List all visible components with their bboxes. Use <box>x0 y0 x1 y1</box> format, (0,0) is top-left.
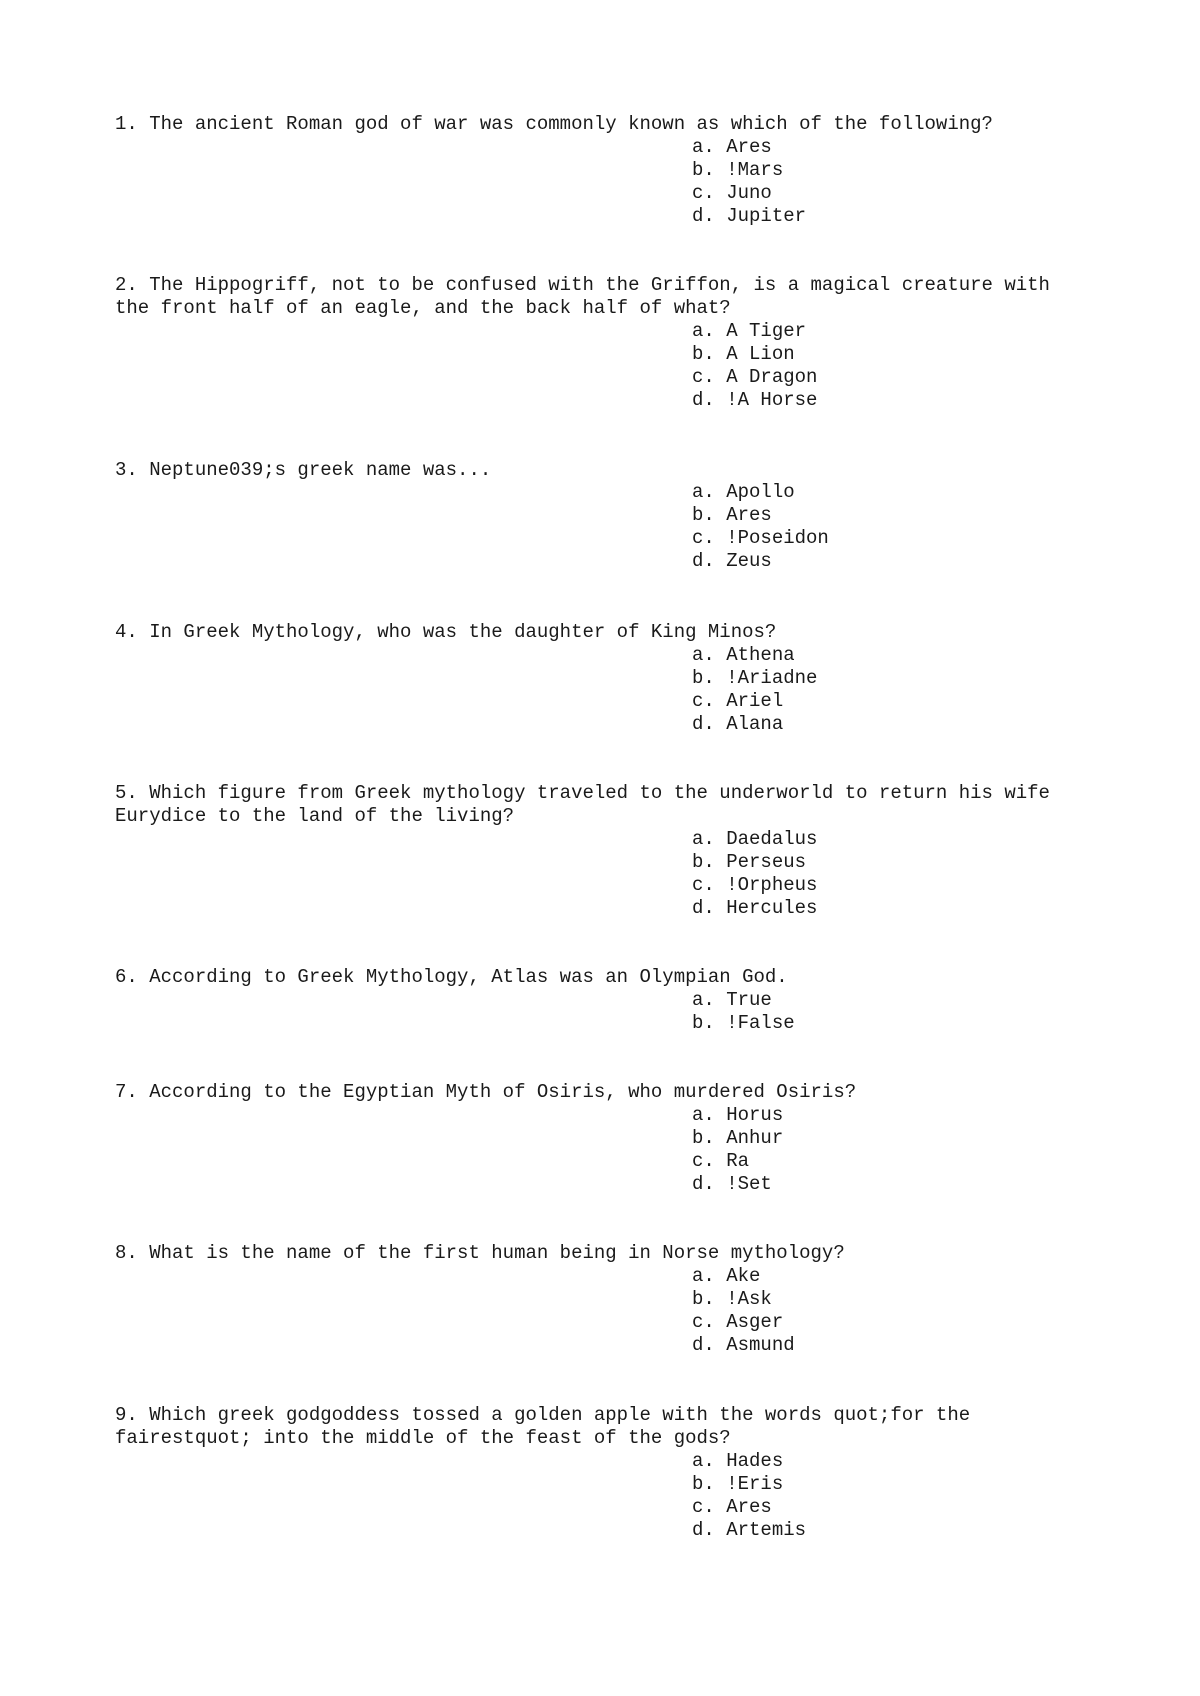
question-4-options <box>115 644 1075 736</box>
option: c. Ares <box>692 1496 772 1518</box>
option: d. !A Horse <box>692 389 818 411</box>
option: b. Anhur <box>692 1127 784 1149</box>
option: c. Ra <box>692 1150 750 1172</box>
option: d. Jupiter <box>692 205 807 227</box>
option: a. Ake <box>692 1265 761 1287</box>
question-6 <box>115 966 1075 1035</box>
question-3 <box>115 459 1075 573</box>
option: b. Ares <box>692 504 772 526</box>
option: d. Asmund <box>692 1334 795 1356</box>
question-5-options <box>115 828 1075 920</box>
question-4-text: 4. In Greek Mythology, who was the daughter of King Minos? <box>115 621 777 643</box>
option: a. Ares <box>692 136 772 158</box>
option: d. Artemis <box>692 1519 807 1541</box>
question-3-text: 3. Neptune039;s greek name was... <box>115 459 492 481</box>
option: b. !Eris <box>692 1473 784 1495</box>
option: b. !Ask <box>692 1288 772 1310</box>
question-7 <box>115 1081 1075 1196</box>
question-1-options <box>115 136 1075 228</box>
question-8 <box>115 1242 1075 1357</box>
question-2 <box>115 274 1075 412</box>
question-6-options <box>115 989 1075 1035</box>
question-9-options <box>115 1450 1075 1542</box>
option: c. Ariel <box>692 690 784 712</box>
question-4 <box>115 621 1075 736</box>
question-6-text: 6. According to Greek Mythology, Atlas was an Olympian God. <box>115 966 788 988</box>
option: c. !Orpheus <box>692 874 818 896</box>
question-9 <box>115 1404 1075 1542</box>
question-3-options <box>115 481 1075 573</box>
option: c. Juno <box>692 182 772 204</box>
option: b. A Lion <box>692 343 795 365</box>
question-5-text: 5. Which figure from Greek mythology traveled to the underworld to return his wife Eurydice to the land of the living? <box>115 782 1062 827</box>
question-7-options <box>115 1104 1075 1196</box>
question-7-text: 7. According to the Egyptian Myth of Osiris, who murdered Osiris? <box>115 1081 857 1103</box>
option: c. A Dragon <box>692 366 818 388</box>
question-2-text: 2. The Hippogriff, not to be confused with the Griffon, is a magical creature with the front half of an eagle, and the back half of what? <box>115 274 1062 319</box>
option: d. !Set <box>692 1173 772 1195</box>
option: c. Asger <box>692 1311 784 1333</box>
question-5 <box>115 782 1075 920</box>
option: b. !False <box>692 1012 795 1034</box>
option: d. Hercules <box>692 897 818 919</box>
option: a. True <box>692 989 772 1011</box>
option: a. Athena <box>692 644 795 666</box>
option: a. Horus <box>692 1104 784 1126</box>
question-8-options <box>115 1265 1075 1357</box>
option: c. !Poseidon <box>692 527 829 549</box>
question-8-text: 8. What is the name of the first human being in Norse mythology? <box>115 1242 845 1264</box>
option: a. Hades <box>692 1450 784 1472</box>
question-1 <box>115 113 1075 228</box>
option: d. Zeus <box>692 550 772 572</box>
option: a. Apollo <box>692 481 795 503</box>
option: d. Alana <box>692 713 784 735</box>
option: a. Daedalus <box>692 828 818 850</box>
question-9-text: 9. Which greek godgoddess tossed a golden apple with the words quot;for the fairestquot; into the middle of the feast of the gods? <box>115 1404 982 1449</box>
question-2-options <box>115 320 1075 412</box>
option: a. A Tiger <box>692 320 807 342</box>
option: b. Perseus <box>692 851 807 873</box>
option: b. !Ariadne <box>692 667 818 689</box>
option: b. !Mars <box>692 159 784 181</box>
question-1-text: 1. The ancient Roman god of war was commonly known as which of the following? <box>115 113 993 135</box>
